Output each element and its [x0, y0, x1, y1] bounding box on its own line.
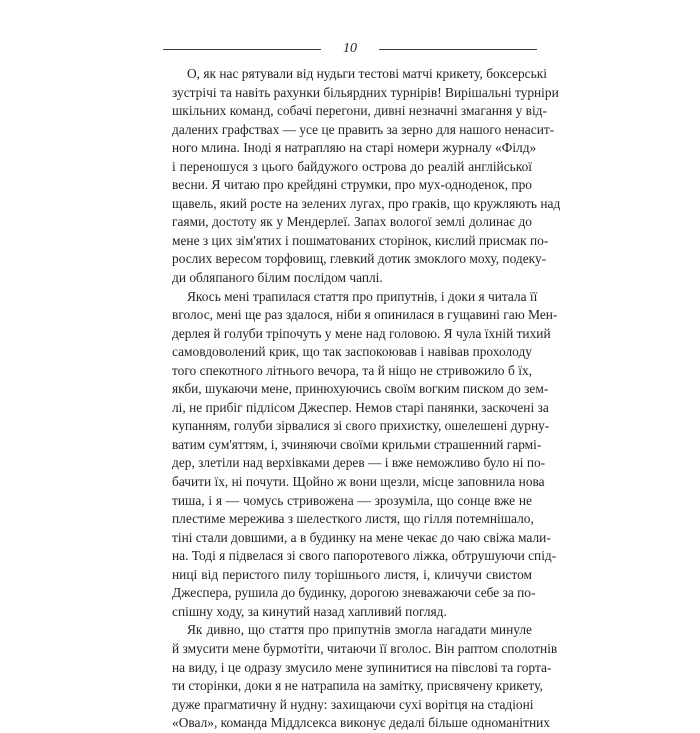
text-line: ного млина. Іноді я натрапляю на старі номери журналу «Філд» [172, 140, 537, 156]
text-line: шкільних команд, собачі перегони, дивні незначні змагання у від- [172, 103, 547, 119]
text-line: тіні стали довшими, а в будинку на мене чекає до чаю свіжа мали- [172, 529, 551, 545]
text-line: мене з цих зім'ятих і пошматованих сторінок, кислий присмак по- [172, 232, 549, 248]
page-number: 10 [343, 41, 357, 56]
text-line: і переношуся з цього байдужого острова до реалій англійської [172, 158, 532, 174]
text-line: щавель, який росте на зелених лугах, про граків, що кружляють над [172, 195, 561, 211]
text-line: «Овал», команда Міддлсекса виконує дедалі більше одноманітних [172, 715, 550, 731]
text-line: дуже прагматичну й нудну: захищаючи сухі ворітця на стадіоні [172, 696, 534, 712]
page-header [163, 41, 537, 57]
text-line: лі, не прибіг підлісом Джеспер. Немов старі панянки, заскочені за [172, 399, 549, 415]
header-rule-left [163, 49, 321, 50]
paragraph-2 [172, 288, 558, 622]
paragraph-1 [172, 65, 561, 288]
text-line: гаями, достоту як у Мендерлеї. Запах вологої землі долинає до [172, 214, 532, 230]
text-line: ти сторінки, доки я не натрапила на замітку, присвячену крикету, [172, 678, 543, 694]
text-line: Якось мені трапилася стаття про припутнів, і доки я читала її [187, 288, 538, 304]
header-rule-right [379, 49, 537, 50]
text-line: плестиме мережива з шелесткого листя, що гілля потемнішало, [172, 511, 534, 527]
text-line: дер, злетіли над верхівками дерев — і вже неможливо було ні по- [172, 455, 546, 471]
text-line: самовдоволений крик, що так заспокоював і навівав прохолоду [172, 344, 532, 360]
text-line: й змусити мене бурмотіти, читаючи її вголос. Він раптом сполотнів [172, 640, 558, 656]
text-line: якби, шукаючи мене, принюхуючись своїм вогким писком до зем- [172, 381, 549, 397]
text-line: ди обляпаного білим послідом чаплі. [172, 270, 383, 286]
text-line: О, як нас рятували від нудьги тестові матчі крикету, боксерські [187, 66, 547, 81]
text-line: бачити їх, ні почути. Щойно ж вони щезли, місце заповнила нова [172, 474, 545, 490]
text-line: вголос, мені ще раз здалося, ніби я опинилася в гущавині гаю Мен- [172, 307, 558, 323]
text-line: спішну ходу, за кинутий назад хапливий погляд. [172, 603, 447, 619]
text-line: весни. Я читаю про крейдяні струмки, про мух-одноденок, про [172, 177, 532, 193]
text-line: дерлея й голуби тріпочуть у мене над головою. Я чула їхній тихий [172, 325, 551, 341]
body-text [172, 65, 561, 733]
text-line: ватим сум'яттям, і, зчиняючи своїми крильми страшенний гармі- [172, 436, 542, 452]
text-line: Джеспера, рушила до будинку, дорогою зневажаючи себе за по- [172, 585, 536, 601]
text-line: ниці від перистого пилу торішнього листя, і, кличучи свистом [172, 566, 532, 582]
paragraph-3 [172, 621, 558, 732]
text-line: купанням, голуби зірвалися зі свого прихистку, ошелешені дурну- [172, 418, 550, 434]
text-line: рослих вересом торфовищ, глевкий дотик змоклого моху, подеку- [172, 251, 547, 267]
text-line: на виду, і це одразу змусило мене зупинитися на півслові та горта- [172, 659, 552, 675]
text-line: тиша, і я — чомусь стривожена — зрозуміла, що сонце вже не [172, 492, 532, 508]
text-line: того спекотного літнього вечора, та й ніщо не стривожило б їх, [172, 362, 532, 378]
text-line: зустрічі та навіть рахунки більярдних турнірів! Вирішальні турніри [172, 84, 559, 100]
text-line: далених графствах — усе це править за зерно для нашого ненасит- [172, 121, 555, 137]
text-line: Як дивно, що стаття про припутнів змогла нагадати минуле [187, 622, 532, 638]
text-line: на. Тоді я підвелася зі свого папоротевого ліжка, обтрушуючи спід- [172, 548, 557, 564]
